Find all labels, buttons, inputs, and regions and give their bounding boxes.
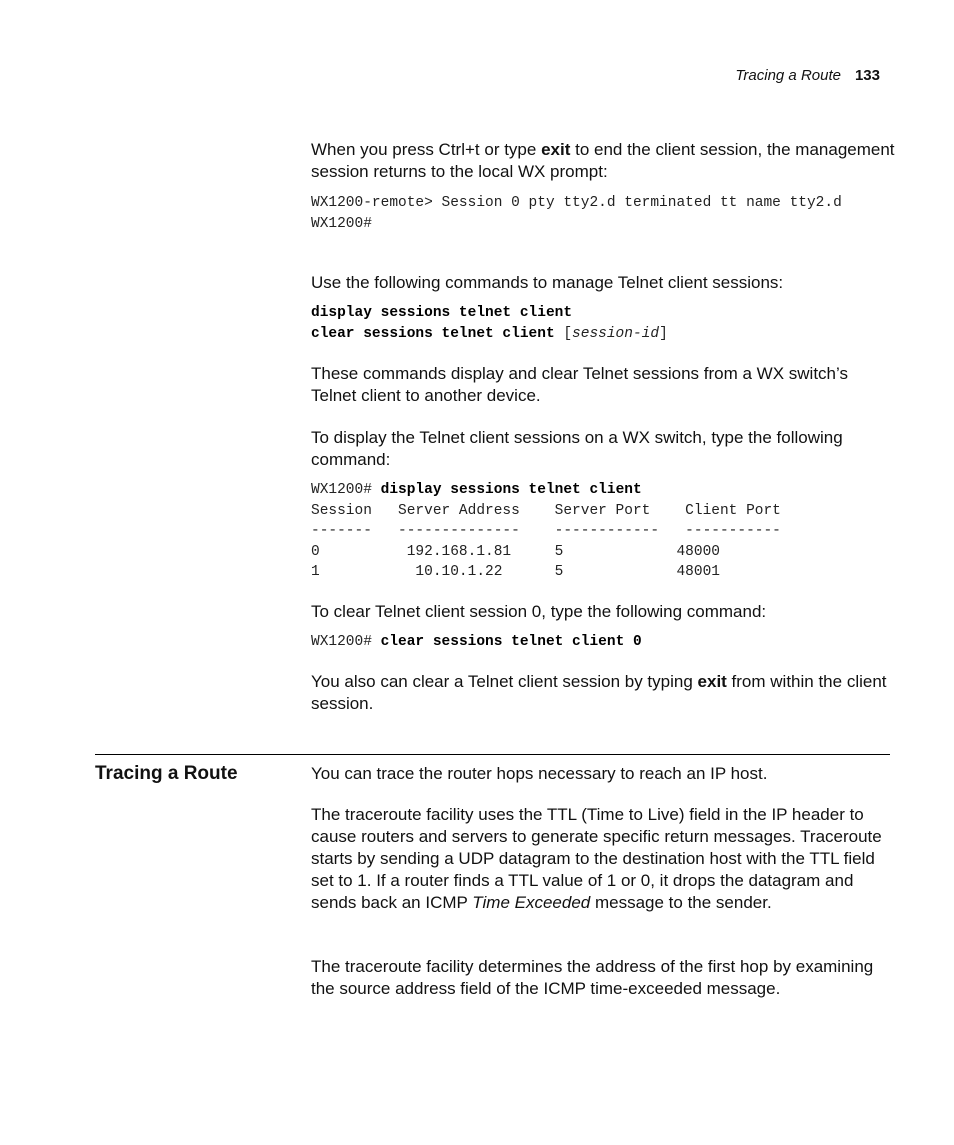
paragraph-commands-description: These commands display and clear Telnet sessions from a WX switch’s Telnet client to another device.: [311, 364, 848, 405]
command-display: display sessions telnet client: [311, 305, 573, 321]
code-line: WX1200#: [311, 215, 372, 232]
page-number: 133: [854, 67, 880, 84]
running-header: [735, 66, 880, 86]
command-syntax-block: [311, 303, 896, 344]
code-command-line: WX1200# display sessions telnet client: [311, 482, 642, 498]
code-block-clear: [311, 632, 896, 653]
code-block-session-end: [311, 193, 896, 234]
output-separator: ------- -------------- ------------ -----------: [311, 523, 781, 539]
paragraph-traceroute-ttl: The traceroute facility uses the TTL (Time to Live) field in the IP header to cause routers and servers to generate specific return messages. Traceroute starts by sending a UDP datagram to the destination host with the TTL field set to 1. If a router finds a TTL value of 1 or 0, it drops the datagram and sends back an ICMP Time Exceeded message to the sender.: [311, 805, 882, 912]
paragraph-trace-intro: You can trace the router hops necessary to reach an IP host.: [311, 764, 768, 783]
term-time-exceeded: Time Exceeded: [472, 893, 591, 912]
paragraph-manage-sessions: Use the following commands to manage Telnet client sessions:: [311, 273, 784, 292]
code-command-line: WX1200# clear sessions telnet client 0: [311, 634, 642, 650]
running-header-title: Tracing a Route: [735, 67, 841, 84]
section-divider: [95, 754, 890, 755]
command-clear: clear sessions telnet client [session-id]: [311, 325, 668, 342]
param-session-id: session-id: [572, 325, 660, 342]
paragraph-clear-session: To clear Telnet client session 0, type the following command:: [311, 602, 767, 621]
output-header: Session Server Address Server Port Client Port: [311, 502, 781, 519]
code-block-display-output: [311, 480, 896, 583]
paragraph-exit-clear: You also can clear a Telnet client session by typing exit from within the client session.: [311, 672, 887, 713]
keyword-exit: exit: [697, 672, 727, 691]
paragraph-display-sessions: To display the Telnet client sessions on a WX switch, type the following command:: [311, 428, 843, 469]
code-line: WX1200-remote> Session 0 pty tty2.d terminated tt name tty2.d: [311, 195, 842, 211]
output-row: 1 10.10.1.22 5 48001: [311, 564, 720, 580]
section-heading: Tracing a Route: [95, 763, 238, 784]
keyword-exit: exit: [541, 140, 571, 159]
output-row: 0 192.168.1.81 5 48000: [311, 543, 720, 560]
paragraph-ctrl-t: When you press Ctrl+t or type exit to end the client session, the management session returns to the local WX prompt:: [311, 140, 895, 181]
paragraph-first-hop: The traceroute facility determines the address of the first hop by examining the source address field of the ICMP time-exceeded message.: [311, 957, 874, 998]
